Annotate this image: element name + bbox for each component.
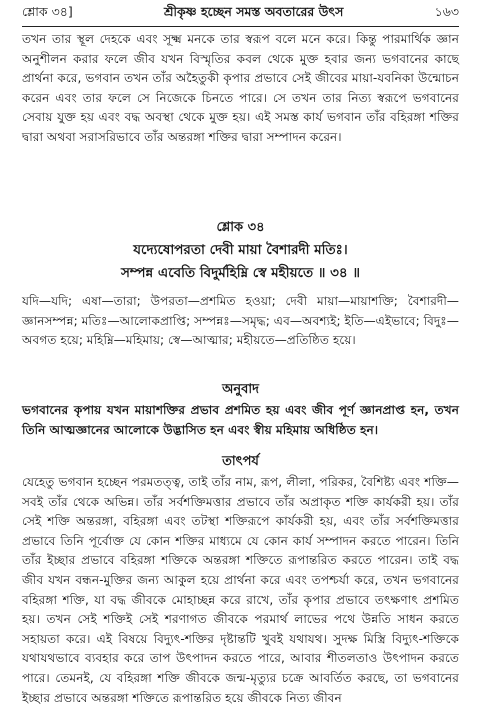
verse-line-2: সম্পন্ন এবেতি বিদুর্মহিম্নি স্বে মহীয়তে ॥ ৩৪ ॥ [120,265,361,281]
translation-paragraph: ভগবানের কৃপায় যখন মায়াশক্তির প্রভাব প্রশমিত হয় এবং জীব পূর্ণ জ্ঞানপ্রাপ্ত হন, তখন তিনি আত্মজ্ঞানের আলোকে উদ্ভাসিত হন এবং স্বীয় মহিমায় অধিষ্ঠিত হন। [22,403,459,437]
translation-heading: অনুবাদ [222,382,259,397]
intro-paragraph: তখন তার স্থূল দেহকে এবং সূক্ষ্ম মনকে তার স্বরূপ বলে মনে করে। কিন্তু পারমার্থিক জ্ঞান অনুশীলন করার ফলে জীব যখন বিস্মৃতির কবল থেকে মুক্ত হবার জন্য ভগবানের কাছে প্রার্থনা করে, ভগবান তখন তাঁর অহৈতুকী কৃপার প্রভাবে সেই জীবের মায়া-যবনিকা উন্মোচন করেন এবং তার ফলে সে নিজেকে চিনতে পারে। সে তখন তার নিত্য স্বরূপে ভগবানের সেবায় যুক্ত হয় এবং বদ্ধ অবস্থা থেকে মুক্ত হয়। এই সমস্ত কার্য ভগবান তাঁর বহিরঙ্গা শক্তির দ্বারা অথবা সরাসরিভাবে তাঁর অন্তরঙ্গা শক্তির দ্বারা সম্পাদন করেন। [22,32,459,144]
synonyms-paragraph: যদি—যদি; এষা—তারা; উপরতা—প্রশমিত হওয়া; দেবী মায়া—মায়াশক্তি; বৈশারদী—জ্ঞানসম্পন্ন; মতিঃ—আলোকপ্রাপ্তি; সম্পন্নঃ—সমৃদ্ধ; এব—অবশ্যই; ইতি—এইভাবে; বিদুঃ—অবগত হয়ে; মহিম্নি—মহিমায়; স্বে—আত্মার; মহীয়তে—প্রতিষ্ঠিত হয়ে। [22,294,459,348]
header-chapter-title: শ্রীকৃষ্ণ হচ্ছেন সমস্ত অবতারের উৎস [164,4,344,19]
running-header [22,4,459,24]
header-verse-ref: শ্লোক ৩৪] [22,4,73,19]
verse-heading: শ্লোক ৩৪ [216,220,265,235]
page-number: ১৬৩ [434,4,459,19]
header-rule [22,26,459,27]
purport-heading: তাৎপর্য [222,454,259,469]
verse-line-1: যদ্যেষোপরতা দেবী মায়া বৈশারদী মতিঃ। [133,242,348,258]
purport-paragraph: যেহেতু ভগবান হচ্ছেন পরমতত্ত্ব, তাই তাঁর নাম, রূপ, লীলা, পরিকর, বৈশিষ্ট্য এবং শক্তি—সবই তাঁর থেকে অভিন্ন। তাঁর সর্বশক্তিমত্তার প্রভাবে তাঁর অপ্রাকৃত শক্তি কার্যকরী হয়। তাঁর সেই শক্তি অন্তরঙ্গা, বহিরঙ্গা এবং তটস্থা শক্তিরূপে কার্যকরী হয়, এবং তাঁর সর্বশক্তিমত্তার প্রভাবে তিনি পূর্বোক্ত যে কোন শক্তির মাধ্যমে যে কোন কার্য সম্পাদন করতে পারেন। তিনি তাঁর ইচ্ছার প্রভাবে বহিরঙ্গা শক্তিকে অন্তরঙ্গা শক্তিতে রূপান্তরিত করতে পারেন। তাই বদ্ধ জীব যখন বন্ধন-মুক্তির জন্য আকুল হয়ে প্রার্থনা করে এবং তপশ্চর্যা করে, তখন ভগবানের বহিরঙ্গা শক্তি, যা বদ্ধ জীবকে মোহাচ্ছন্ন করে রাখে, তাঁর কৃপার প্রভাবে তৎক্ষণাৎ প্রশমিত হয়। তখন সেই শক্তিই সেই শরণাগত জীবকে পরমার্থ লাভের পথে উন্নতি সাধন করতে সহায়তা করে। এই বিষয়ে বিদ্যুৎ-শক্তির দৃষ্টান্তটি খুবই যথাযথ। সুদক্ষ মিস্ত্রি বিদ্যুৎ-শক্তিকে যথাযথভাবে ব্যবহার করে তাপ উৎপাদন করতে পারে, আবার শীতলতাও উৎপাদন করতে পারে। তেমনই, যে বহিরঙ্গা শক্তি জীবকে জন্ম-মৃত্যুর চক্রে আবর্তিত করছে, তা ভগবানের ইচ্ছার প্রভাবে অন্তরঙ্গা শক্তিতে রূপান্তরিত হয়ে জীবকে নিত্য জীবন [22,475,459,705]
